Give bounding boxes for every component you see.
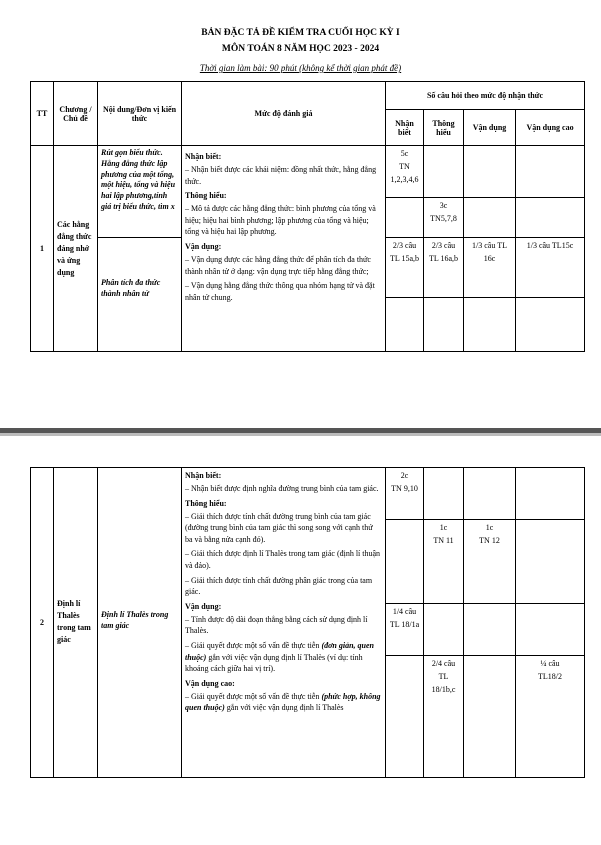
page-2 — [0, 465, 601, 845]
page-1 — [0, 0, 601, 420]
col-content: Nội dung/Đơn vị kiến thức — [98, 82, 182, 146]
cell-recognize — [386, 604, 424, 656]
level-recognize-label: Nhận biết: — [185, 152, 222, 161]
level-understand-text-1: – Giải thích được tính chất đường trung bình của tam giác (đường trung bình của tam giác thì song song với cạnh thứ ba và bằng nửa cạnh đó). — [185, 511, 373, 544]
cell-understand — [424, 198, 464, 238]
cell-empty — [464, 468, 516, 520]
count: 2/3 câu — [431, 241, 456, 250]
count: 2c — [400, 471, 409, 480]
row-tt: 1 — [31, 146, 54, 352]
cell-empty — [424, 604, 464, 656]
count: 2/4 câu — [431, 659, 456, 668]
col-chapter: Chương / Chủ đề — [54, 82, 98, 146]
cell-empty — [424, 468, 464, 520]
count: 3c — [439, 201, 448, 210]
cell-apply-high: 1/3 câu TL15c — [516, 238, 585, 298]
question-ref: TL18/2 — [538, 671, 562, 681]
count: 5c — [400, 149, 409, 158]
cell-understand — [424, 238, 464, 298]
level-apply-text-2 — [185, 640, 382, 675]
spec-table-2 — [30, 467, 585, 778]
cell-empty — [516, 298, 585, 352]
question-ref: TL 15a,b — [389, 253, 420, 263]
level-understand-text-3: – Giải thích được tính chất đường phân giác trong của tam giác. — [185, 575, 373, 597]
cell-empty — [386, 298, 424, 352]
col-apply-high: Vận dụng cao — [516, 110, 585, 146]
level-apply-text-1: – Tính được độ dài đoạn thẳng bằng cách sử dụng định lí Thalès. — [185, 614, 368, 636]
cell-empty — [516, 198, 585, 238]
cell-empty — [464, 604, 516, 656]
col-tt: TT — [31, 82, 54, 146]
cell-empty — [464, 298, 516, 352]
col-apply: Vận dụng — [464, 110, 516, 146]
col-questions: Số câu hỏi theo mức độ nhận thức — [386, 82, 585, 110]
count: 1c — [439, 523, 448, 532]
cell-empty — [424, 146, 464, 198]
cell-empty — [516, 520, 585, 604]
level-apply-label: Vận dụng: — [185, 601, 222, 611]
spec-table-1 — [30, 81, 585, 352]
cell-empty — [464, 656, 516, 778]
col-level: Mức độ đánh giá — [182, 82, 386, 146]
row-content-a: Rút gọn biểu thức. Hằng đẳng thức lập phương của một tổng, một hiệu, tổng và hiệu hai lập phương,tính giá trị biểu thức, tìm x — [98, 146, 182, 238]
level-understand-text: – Mô tả được các hằng đẳng thức: bình phương của tổng và hiệu; hiệu hai bình phương; lập phương của tổng và hiệu; tổng và hiệu hai lập phương. — [185, 204, 376, 237]
text-emphasis: (đơn giản, quen thuộc) — [185, 640, 374, 662]
row-tt: 2 — [31, 468, 54, 778]
level-apply-high-text — [185, 691, 382, 714]
row-level-description — [182, 146, 386, 352]
level-recognize-text: – Nhận biết được định nghĩa đường trung bình của tam giác. — [185, 484, 379, 493]
level-recognize-text: – Nhận biết được các khái niệm: đồng nhất thức, hằng đẳng thức. — [185, 165, 377, 186]
cell-apply — [464, 520, 516, 604]
col-recognize: Nhận biết — [386, 110, 424, 146]
count: ¼ câu — [540, 659, 560, 668]
count: 1c — [485, 523, 494, 532]
text-emphasis: (phức hợp, không quen thuộc) — [185, 691, 381, 713]
question-ref: TN 9,10 — [391, 483, 418, 493]
cell-apply: 1/3 câu TL 16c — [464, 238, 516, 298]
cell-empty — [516, 468, 585, 520]
col-understand: Thông hiểu — [424, 110, 464, 146]
cell-recognize — [386, 238, 424, 298]
level-understand-label: Thông hiểu: — [185, 498, 227, 508]
cell-empty — [516, 146, 585, 198]
level-apply-text-1: – Vận dụng được các hằng đẳng thức để phân tích đa thức thành nhân tử ở dạng: vận dụng trực tiếp hằng đẳng thức; — [185, 254, 371, 276]
cell-empty — [464, 146, 516, 198]
cell-empty — [386, 520, 424, 604]
separator-shadow — [0, 433, 601, 436]
cell-recognize — [386, 468, 424, 520]
question-ref: TL 16a,b — [428, 253, 459, 263]
document-title: BẢN ĐẶC TẢ ĐỀ KIỂM TRA CUỐI HỌC KỲ I — [201, 28, 400, 38]
row-chapter: Các hằng đẳng thức đáng nhớ và ứng dụng — [54, 146, 98, 352]
row-content: Định lí Thalès trong tam giác — [98, 468, 182, 778]
level-understand-text-2: – Giải thích được định lí Thalès trong tam giác (định lí thuận và đảo). — [185, 549, 381, 570]
question-ref: TL 18/1b,c — [431, 671, 456, 694]
cell-empty — [516, 604, 585, 656]
text-part: – Giải quyết được một số vấn đề thực tiễn — [185, 640, 322, 650]
cell-apply-high — [516, 656, 585, 778]
question-ref: TN 1,2,3,4,6 — [390, 161, 419, 184]
question-ref: TN 12 — [479, 535, 500, 545]
question-ref: TN5,7,8 — [430, 213, 457, 223]
text-part: gắn với việc vận dụng định lí Thalès (ví dụ: tính khoảng cách giữa hai vị trí). — [185, 652, 363, 674]
cell-empty — [386, 656, 424, 778]
exam-time: Thời gian làm bài: 90 phút (không kể thời gian phát đề) — [199, 63, 402, 73]
row-chapter: Định lí Thalès trong tam giác — [54, 468, 98, 778]
question-ref: TL 18/1a — [389, 619, 420, 629]
level-understand-label: Thông hiểu: — [185, 191, 227, 201]
level-apply-high-label: Vận dụng cao: — [185, 678, 235, 688]
level-apply-text-2: – Vận dụng hằng đẳng thức thông qua nhóm hạng tử và đặt nhân tử chung. — [185, 281, 375, 302]
page-separator — [0, 420, 601, 465]
cell-understand — [424, 520, 464, 604]
count: 1/4 câu — [392, 607, 417, 616]
cell-empty — [386, 198, 424, 238]
text-part: gắn với việc vận dụng định lí Thalès — [224, 703, 344, 713]
level-recognize-label: Nhận biết: — [185, 471, 222, 480]
count: 2/3 câu — [392, 241, 417, 250]
text-part: – Giải quyết được một số vấn đề thực tiễn — [185, 691, 322, 701]
cell-understand — [424, 656, 464, 778]
row-content-b: Phân tích đa thức thành nhân tử — [98, 238, 182, 352]
question-ref: TN 11 — [433, 535, 454, 545]
cell-recognize — [386, 146, 424, 198]
cell-empty — [424, 298, 464, 352]
cell-empty — [464, 198, 516, 238]
level-apply-label: Vận dụng: — [185, 241, 222, 251]
row-level-description — [182, 468, 386, 778]
document-subtitle: MÔN TOÁN 8 NĂM HỌC 2023 - 2024 — [221, 44, 380, 54]
